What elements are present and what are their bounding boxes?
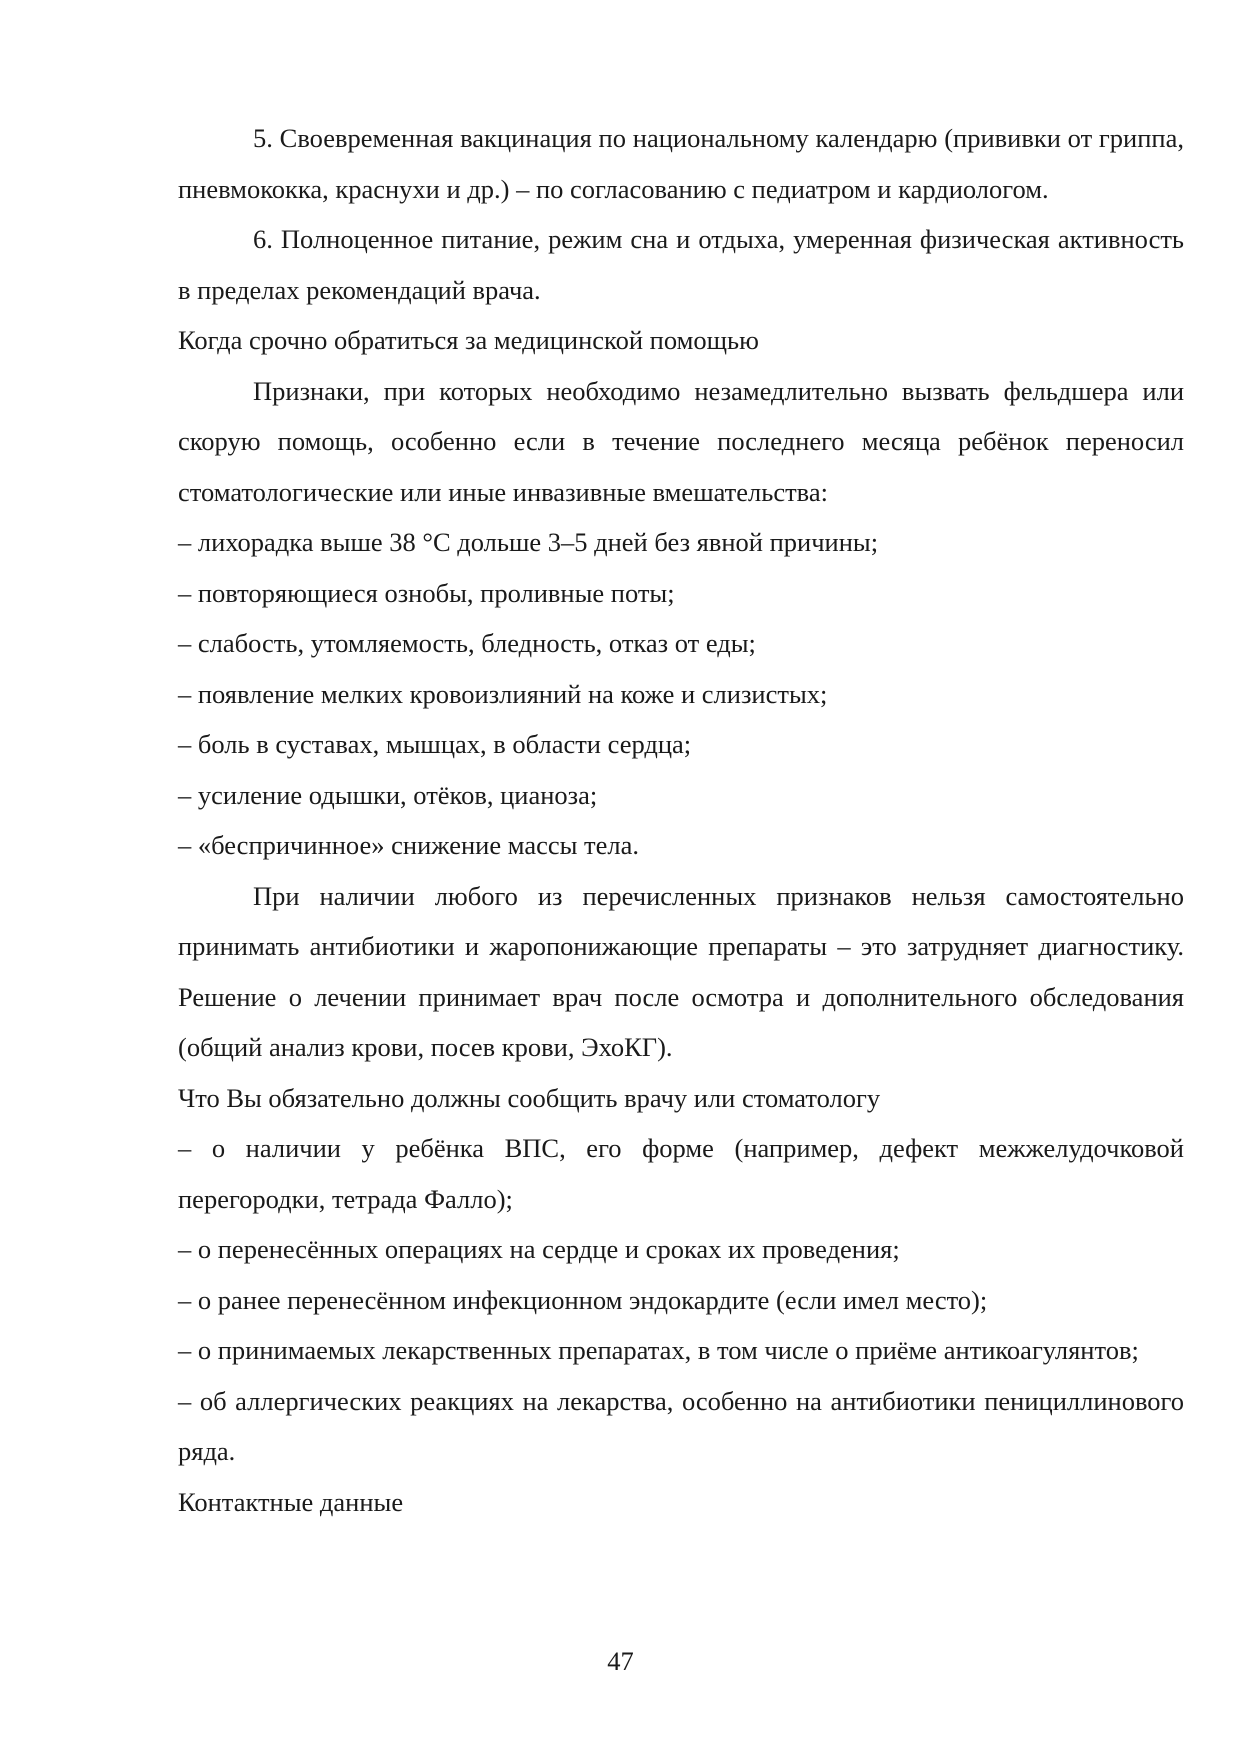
list-item-surgeries: – о перенесённых операциях на сердце и сроках их проведения; bbox=[178, 1234, 900, 1264]
list-item-weakness: – слабость, утомляемость, бледность, отказ от еды; bbox=[178, 628, 756, 658]
paragraph-vaccination: 5. Своевременная вакцинация по национальному календарю (прививки от гриппа, пневмококка, краснухи и др.) – по согласованию с педиатром и кардиологом. bbox=[178, 123, 1184, 204]
paragraph-no-self-treatment: При наличии любого из перечисленных признаков нельзя самостоятельно принимать антибиотики и жаропонижающие препараты – это затрудняет диагностику. Решение о лечении принимает врач после осмотра и дополнительного обследования (общий анализ крови, посев крови, ЭхоКГ). bbox=[178, 880, 1184, 1062]
list-item-endocarditis: – о ранее перенесённом инфекционном эндокардите (если имел место); bbox=[178, 1284, 988, 1315]
list-item-medications: – о принимаемых лекарственных препаратах, в том числе о приёме антикоагулянтов; bbox=[178, 1335, 1139, 1365]
page-number: 47 bbox=[607, 1646, 634, 1676]
list-item-fever: – лихорадка выше 38 °С дольше 3–5 дней без явной причины; bbox=[178, 527, 879, 557]
list-item-chills: – повторяющиеся ознобы, проливные поты; bbox=[178, 577, 675, 608]
list-item-dyspnea: – усиление одышки, отёков, цианоза; bbox=[178, 779, 598, 810]
list-item-weight-loss: – «беспричинное» снижение массы тела. bbox=[178, 830, 639, 860]
list-item-pain: – боль в суставах, мышцах, в области сердца; bbox=[178, 729, 692, 759]
document-page bbox=[178, 113, 1184, 1527]
paragraph-nutrition: 6. Полноценное питание, режим сна и отдыха, умеренная физическая активность в пределах рекомендаций врача. bbox=[178, 224, 1184, 305]
section-heading-urgent-help: Когда срочно обратиться за медицинской помощью bbox=[178, 325, 759, 355]
list-item-hemorrhages: – появление мелких кровоизлияний на коже и слизистых; bbox=[178, 678, 828, 709]
list-item-allergies: – об аллергических реакциях на лекарства, особенно на антибиотики пенициллинового ряда. bbox=[178, 1385, 1184, 1466]
paragraph-warning-signs-intro: Признаки, при которых необходимо незамедлительно вызвать фельдшера или скорую помощь, особенно если в течение последнего месяца ребёнок переносил стоматологические или иные инвазивные вмешательства: bbox=[178, 375, 1184, 507]
section-heading-contacts: Контактные данные bbox=[178, 1486, 404, 1517]
list-item-chd-form: – о наличии у ребёнка ВПС, его форме (например, дефект межжелудочковой перегородки, тетрада Фалло); bbox=[178, 1133, 1184, 1214]
section-heading-tell-doctor: Что Вы обязательно должны сообщить врачу или стоматологу bbox=[178, 1082, 881, 1113]
